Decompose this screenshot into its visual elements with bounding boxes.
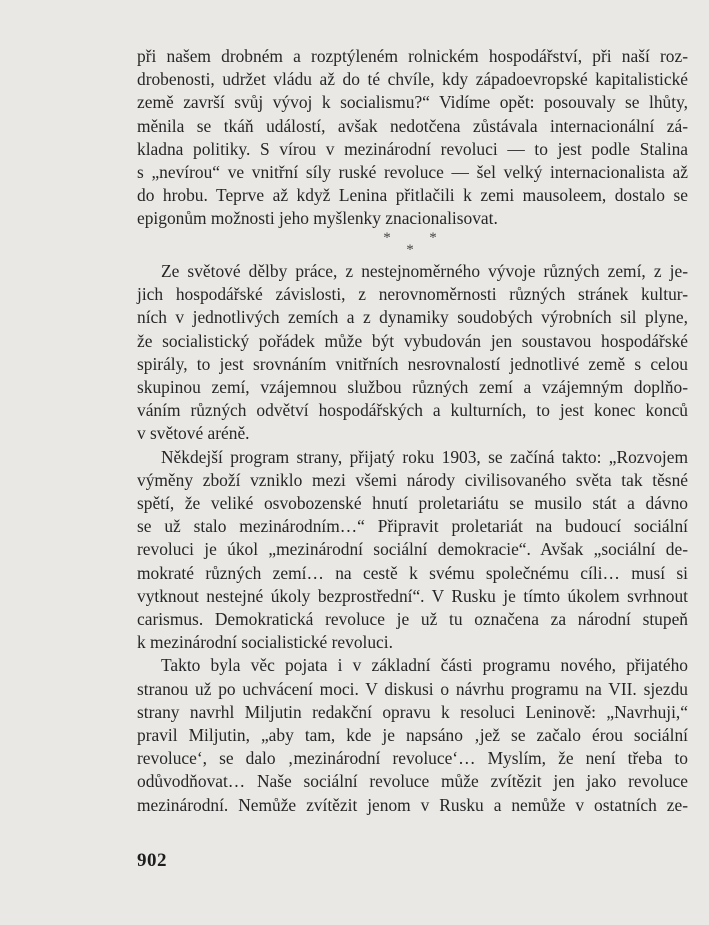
text-line: váním různých odvětví hospodářských a kulturních, to jest konec konců <box>137 400 688 421</box>
text-line: jich hospodářské závislosti, z nerovnoměrnosti různých stránek kultur- <box>137 284 688 305</box>
text-line: spirály, to jest srovnáním vnitřních nesrovnalostí jednotlivé země s celou <box>137 353 688 374</box>
text-line: stranou už po uchvácení moci. V diskusi o návrhu programu na VII. sjezdu <box>137 678 688 699</box>
text-line: země završí svůj vývoj k socialismu?“ Vidíme opět: posouvaly se lhůty, <box>137 92 688 113</box>
text-line: epigonům možnosti jeho myšlenky znacionalisovat. <box>137 208 498 229</box>
text-line: strany navrhl Miljutin redakční opravu k resoluci Leninově: „Navrhuji,“ <box>137 701 688 722</box>
text-line: v světové aréně. <box>137 423 250 444</box>
text-line: ních v jednotlivých zemích a z dynamiky soudobých výrobních sil plyne, <box>137 307 688 328</box>
separator-star: * <box>429 230 437 246</box>
text-line: vytknout nestejné úkoly bezprostřední“. V Rusku je tímto úkolem svrhnout <box>137 585 688 606</box>
text-line: spětí, že veliké osvobozenské hnutí proletariátu se musilo stát a dávno <box>137 492 688 513</box>
text-line: Někdejší program strany, přijatý roku 1903, se začíná takto: „Rozvojem <box>161 446 688 467</box>
text-line: Takto byla věc pojata i v základní části programu nového, přijatého <box>161 655 688 676</box>
text-line: Ze světové dělby práce, z nestejnoměrného vývoje různých zemí, z je- <box>161 261 688 281</box>
text-line: revoluci je úkol „mezinárodní sociální demokracie“. Avšak „sociální de- <box>137 539 688 560</box>
text-line: do hrobu. Teprve až když Lenina přitlačili k zemi mausoleem, dostalo se <box>137 185 688 206</box>
text-line: že socialistický pořádek může být vybudován jen soustavou hospodářské <box>137 330 688 351</box>
paragraph-3 <box>137 446 688 655</box>
separator-star: * <box>406 242 414 258</box>
text-line: měnila se tkáň událostí, avšak nedotčena zůstávala internacionální zá- <box>137 115 688 136</box>
paragraph-2 <box>137 260 688 446</box>
text-line: kladna politiky. S vírou v mezinárodní revoluci — to jest podle Stalina <box>137 138 688 159</box>
section-separator <box>375 230 445 258</box>
separator-star: * <box>383 230 391 246</box>
text-line: pravil Miljutin, „aby tam, kde je napsáno ‚jež se začalo érou sociální <box>137 724 688 745</box>
text-line: s „nevírou“ ve vnitřní síly ruské revoluce — šel velký internacionalista až <box>137 161 688 182</box>
paragraph-4 <box>137 654 688 816</box>
text-line: carismus. Demokratická revoluce je už tu označena za národní stupeň <box>137 608 688 629</box>
paragraph-1 <box>137 45 688 231</box>
text-line: se už stalo mezinárodním…“ Připravit proletariát na budoucí sociální <box>137 516 688 537</box>
text-line: k mezinárodní socialistické revoluci. <box>137 632 393 653</box>
text-line: odůvodňovat… Naše sociální revoluce může zvítězit jen jako revoluce <box>137 771 688 792</box>
text-line: při našem drobném a rozptýleném rolnickém hospodářství, při naší roz- <box>137 46 688 66</box>
text-line: drobenosti, udržet vládu až do té chvíle, kdy západoevropské kapitalistické <box>137 69 688 90</box>
text-line: revoluce‘, se dalo ‚mezinárodní revoluce‘… Myslím, že není třeba to <box>137 748 688 769</box>
page-number: 902 <box>137 850 167 871</box>
text-line: výměny zboží vzniklo mezi všemi národy civilisovaného světa tak těsné <box>137 469 688 490</box>
text-line: mezinárodní. Nemůže zvítězit jenom v Rusku a nemůže v ostatních ze- <box>137 794 688 815</box>
text-line: mokraté různých zemí… na cestě k svému společnému cíli… musí si <box>137 562 688 583</box>
text-line: skupinou zemí, vzájemnou službou různých zemí a vzájemným doplňo- <box>137 376 688 397</box>
